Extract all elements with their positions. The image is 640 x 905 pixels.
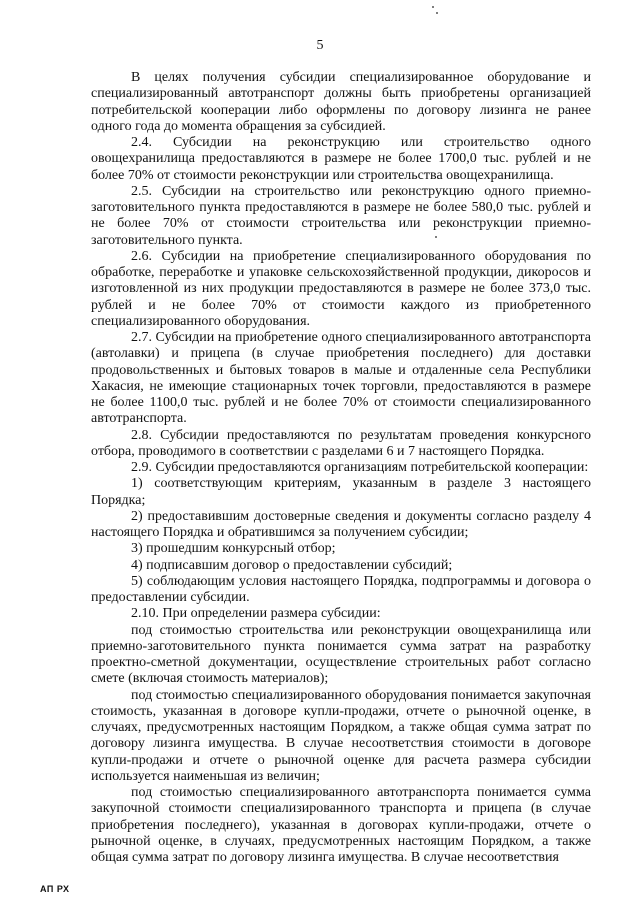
document-body bbox=[91, 70, 591, 866]
paragraph-2-9: 2.9. Субсидии предоставляются организациям потребительской кооперации: bbox=[131, 460, 589, 475]
scan-speck bbox=[432, 6, 434, 8]
paragraph-2-5: 2.5. Субсидии на строительство или реконструкцию одного приемно-заготовительного пункта предоставляются в размере не более 580,0 тыс. рублей и не более 70% от стоимости строительства или реконструкции приемно-заготовительного пункта. bbox=[91, 183, 591, 248]
paragraph-2-4: 2.4. Субсидии на реконструкцию или строительство одного овощехранилища предоставляются в размере не более 1700,0 тыс. рублей и не более 70% от стоимости реконструкции или строительства овощехранилища. bbox=[91, 135, 591, 183]
list-item-2: 2) предоставившим достоверные сведения и документы согласно разделу 4 настоящего Порядка и обратившимся за получением субсидии; bbox=[91, 508, 591, 540]
paragraph-intro: В целях получения субсидии специализированное оборудование и специализированный автотранспорт должны быть приобретены организацией потребительской кооперации либо оформлены по договору лизинга не ранее одного года до момента обращения за субсидией. bbox=[91, 70, 591, 134]
scan-speck bbox=[436, 12, 438, 14]
definition-equipment-cost: под стоимостью специализированного оборудования понимается закупочная стоимость, указанная в договоре купли-продажи, отчете о рыночной оценке, в случаях, предусмотренных настоящим Порядком, а также общая сумма затрат по договору лизинга имущества. В случае несоответствия стоимости в договоре купли-продажи и отчете о рыночной оценке для расчета размера субсидии используется наименьшая из величин; bbox=[91, 687, 591, 784]
paragraph-2-7: 2.7. Субсидии на приобретение одного специализированного автотранспорта (автолавки) и прицепа (в случае приобретения последнего) для доставки продовольственных и бытовых товаров в малые и отдаленные села Республики Хакасия, не имеющие стационарных точек торговли, предоставляются в размере не более 1100,0 тыс. рублей и не более 70% от стоимости специализированного автотранспорта. bbox=[91, 330, 591, 427]
page-number: 5 bbox=[316, 38, 324, 53]
list-item-3: 3) прошедшим конкурсный отбор; bbox=[131, 541, 336, 557]
definition-vehicle-cost: под стоимостью специализированного автотранспорта понимается сумма закупочной стоимости специализированного транспорта и прицепа (в случае приобретения последнего), указанная в договорах купли-продажи, отчете о рыночной оценке, в случаях, предусмотренных настоящим Порядком, а также общая сумма затрат по договору лизинга имущества. В случае несоответствия bbox=[91, 785, 591, 865]
definition-construction-cost: под стоимостью строительства или реконструкции овощехранилища или приемно-заготовительного пункта понимается сумма затрат на разработку проектно-сметной документации, осуществление строительных работ согласно смете (включая стоимость материалов); bbox=[91, 622, 591, 687]
list-item-4: 4) подписавшим договор о предоставлении субсидий; bbox=[131, 557, 453, 573]
paragraph-2-6: 2.6. Субсидии на приобретение специализированного оборудования по обработке, переработке и упаковке сельскохозяйственной продукции, дикоросов и изготовленной из них продукции предоставляются в размере не более 373,0 тыс. рублей и не более 70% от стоимости каждого из приобретенного специализированного оборудования. bbox=[91, 248, 591, 329]
paragraph-2-8: 2.8. Субсидии предоставляются по результатам проведения конкурсного отбора, проводимого в соответствии с разделами 6 и 7 настоящего Порядка. bbox=[91, 427, 591, 459]
footer-mark: АП РХ bbox=[40, 884, 70, 894]
scan-speck bbox=[435, 236, 437, 238]
list-item-5: 5) соблюдающим условия настоящего Порядка, подпрограммы и договора о предоставлении субсидии. bbox=[91, 573, 591, 605]
list-item-1: 1) соответствующим критериям, указанным в разделе 3 настоящего Порядка; bbox=[91, 476, 591, 508]
paragraph-2-10: 2.10. При определении размера субсидии: bbox=[131, 606, 381, 622]
